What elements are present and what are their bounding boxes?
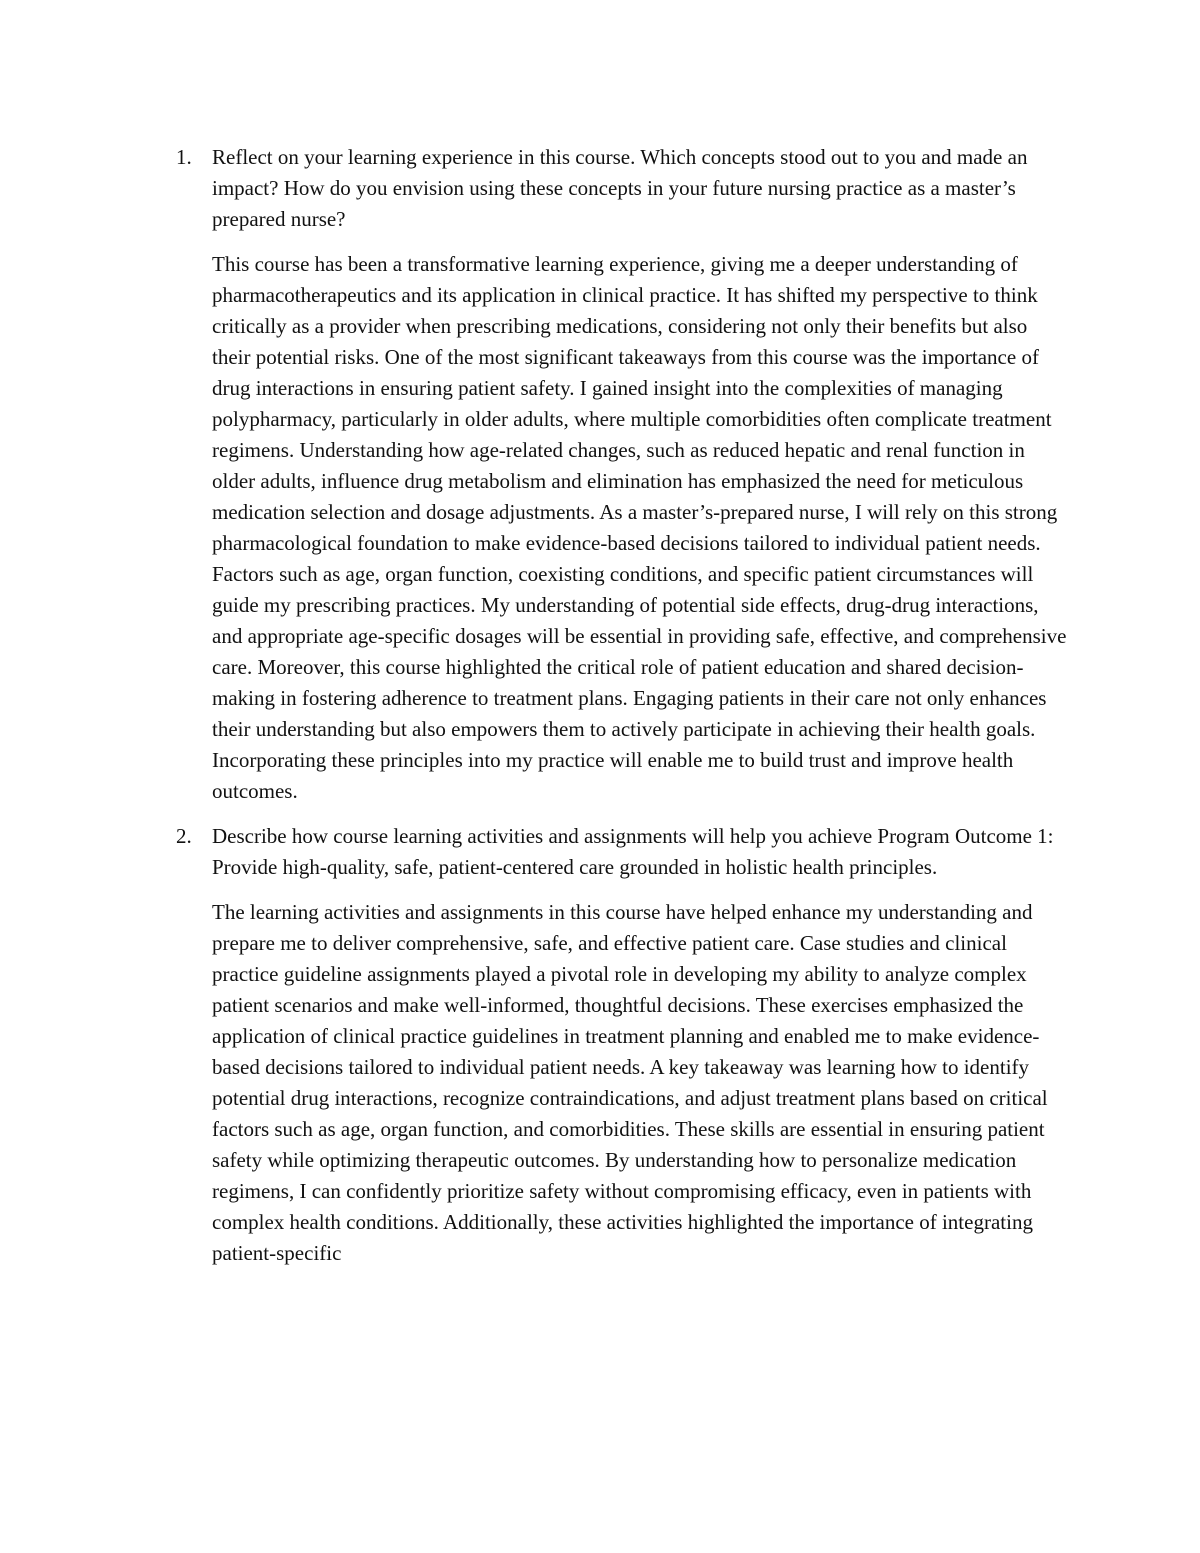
question-item-2 — [170, 821, 1070, 1269]
question-text: Describe how course learning activities and assignments will help you achieve Program Outcome 1: Provide high-quality, safe, patient-centered care grounded in holistic health principles. — [212, 824, 1054, 879]
question-number: 2. — [176, 824, 192, 848]
answer-paragraph: This course has been a transformative learning experience, giving me a deeper understanding of pharmacotherapeutics and its application in clinical practice. It has shifted my perspective to think critically as a provider when prescribing medications, considering not only their benefits but also their potential risks. One of the most significant takeaways from this course was the importance of drug interactions in ensuring patient safety. I gained insight into the complexities of managing polypharmacy, particularly in older adults, where multiple comorbidities often complicate treatment regimens. Understanding how age-related changes, such as reduced hepatic and renal function in older adults, influence drug metabolism and elimination has emphasized the need for meticulous medication selection and dosage adjustments. As a master’s-prepared nurse, I will rely on this strong pharmacological foundation to make evidence-based decisions tailored to individual patient needs. Factors such as age, organ function, coexisting conditions, and specific patient circumstances will guide my prescribing practices. My understanding of potential side effects, drug-drug interactions, and appropriate age-specific dosages will be essential in providing safe, effective, and comprehensive care. Moreover, this course highlighted the critical role of patient education and shared decision-making in fostering adherence to treatment plans. Engaging patients in their care not only enhances their understanding but also empowers them to actively participate in achieving their health goals. Incorporating these principles into my practice will enable me to build trust and improve health outcomes. — [212, 252, 1067, 803]
question-list — [170, 142, 1070, 1283]
question-number: 1. — [176, 145, 192, 169]
answer-paragraph: The learning activities and assignments in this course have helped enhance my understanding and prepare me to deliver comprehensive, safe, and effective patient care. Case studies and clinical practice guideline assignments played a pivotal role in developing my ability to analyze complex patient scenarios and make well-informed, thoughtful decisions. These exercises emphasized the application of clinical practice guidelines in treatment planning and enabled me to make evidence-based decisions tailored to individual patient needs. A key takeaway was learning how to identify potential drug interactions, recognize contraindications, and adjust treatment plans based on critical factors such as age, organ function, and comorbidities. These skills are essential in ensuring patient safety while optimizing therapeutic outcomes. By understanding how to personalize medication regimens, I can confidently prioritize safety without compromising efficacy, even in patients with complex health conditions. Additionally, these activities highlighted the importance of integrating patient-specific — [212, 900, 1048, 1265]
question-text: Reflect on your learning experience in this course. Which concepts stood out to you and made an impact? How do you envision using these concepts in your future nursing practice as a master’s prepared nurse? — [212, 145, 1028, 231]
question-item-1 — [170, 142, 1070, 807]
